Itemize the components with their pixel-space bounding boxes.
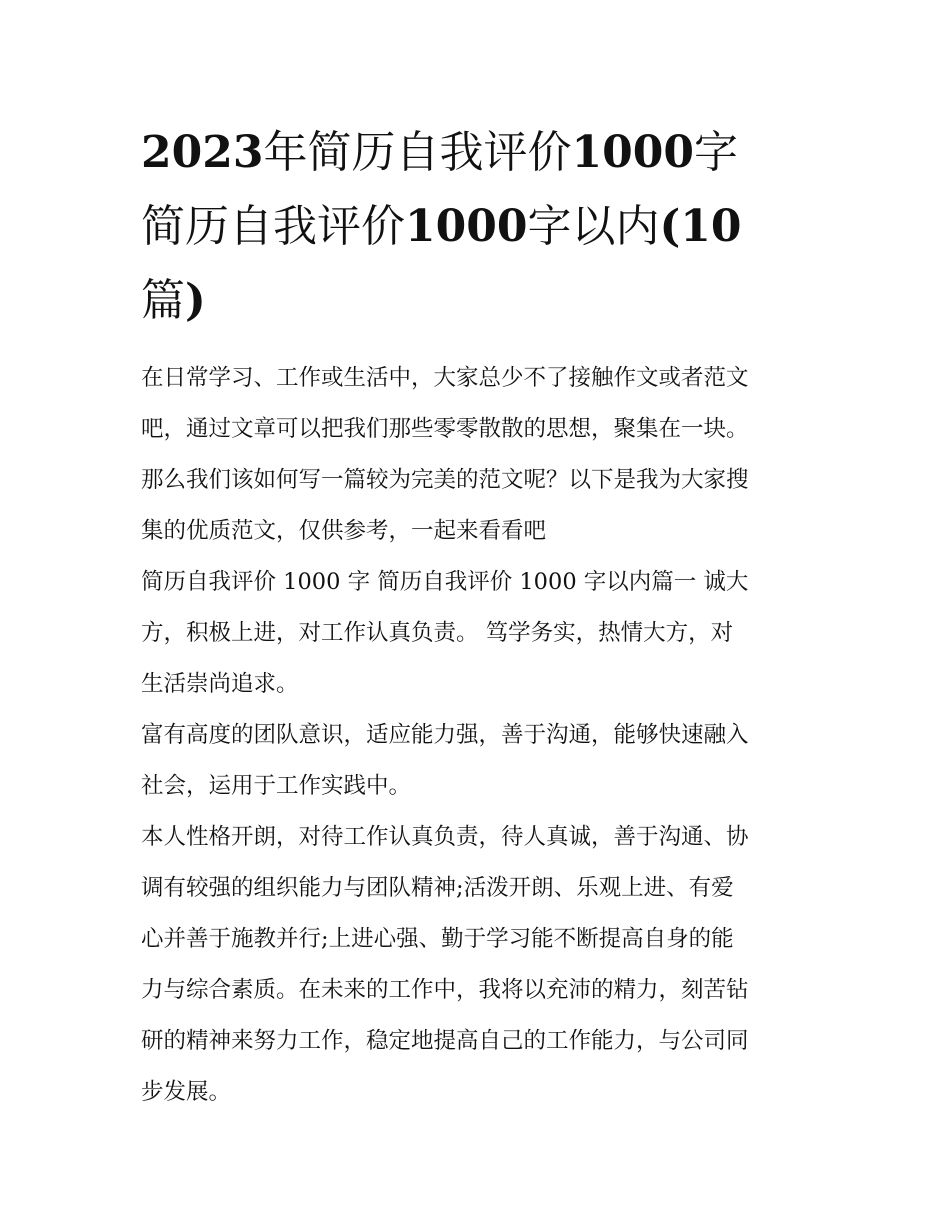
document-title: [141, 116, 811, 338]
paragraph-line: 方，积极上进，对工作认真负责。 笃学务实，热情大方，对: [141, 620, 734, 646]
paragraph-line: 本人性格开朗，对待工作认真负责，待人真诚，善于沟通、协: [141, 824, 749, 850]
paragraph-line: 研的精神来努力工作，稳定地提高自己的工作能力，与公司同: [141, 1028, 749, 1054]
paragraph-line: 生活崇尚追求。: [141, 671, 299, 697]
paragraph-line: 社会，运用于工作实践中。: [141, 773, 412, 799]
title-line-1: 2023年简历自我评价1000字: [141, 127, 738, 178]
paragraph-line: 力与综合素质。在未来的工作中，我将以充沛的精力，刻苦钻: [141, 977, 749, 1003]
paragraph-personality: [141, 812, 811, 1118]
paragraph-line: 心并善于施教并行;上进心强、勤于学习能不断提高自身的能: [141, 926, 734, 952]
paragraph-line: 集的优质范文，仅供参考，一起来看看吧: [141, 518, 547, 544]
intro-paragraph: [141, 353, 811, 557]
paragraph-line: 步发展。: [141, 1079, 232, 1105]
paragraph-section-1: [141, 557, 811, 710]
paragraph-team: [141, 710, 811, 812]
paragraph-line: 调有较强的组织能力与团队精神;活泼开朗、乐观上进、有爱: [141, 875, 734, 901]
paragraph-line: 富有高度的团队意识，适应能力强，善于沟通，能够快速融入: [141, 722, 749, 748]
title-line-2: 简历自我评价1000字以内(10: [141, 201, 742, 252]
paragraph-line: 那么我们该如何写一篇较为完美的范文呢？以下是我为大家搜: [141, 467, 749, 493]
paragraph-line: 吧，通过文章可以把我们那些零零散散的思想，聚集在一块。: [141, 416, 749, 442]
document-content: [141, 116, 811, 1118]
paragraph-line: 简历自我评价 1000 字 简历自我评价 1000 字以内篇一 诚大: [141, 569, 749, 595]
paragraph-line: 在日常学习、工作或生活中，大家总少不了接触作文或者范文: [141, 365, 749, 391]
title-line-3: 篇): [141, 275, 206, 326]
